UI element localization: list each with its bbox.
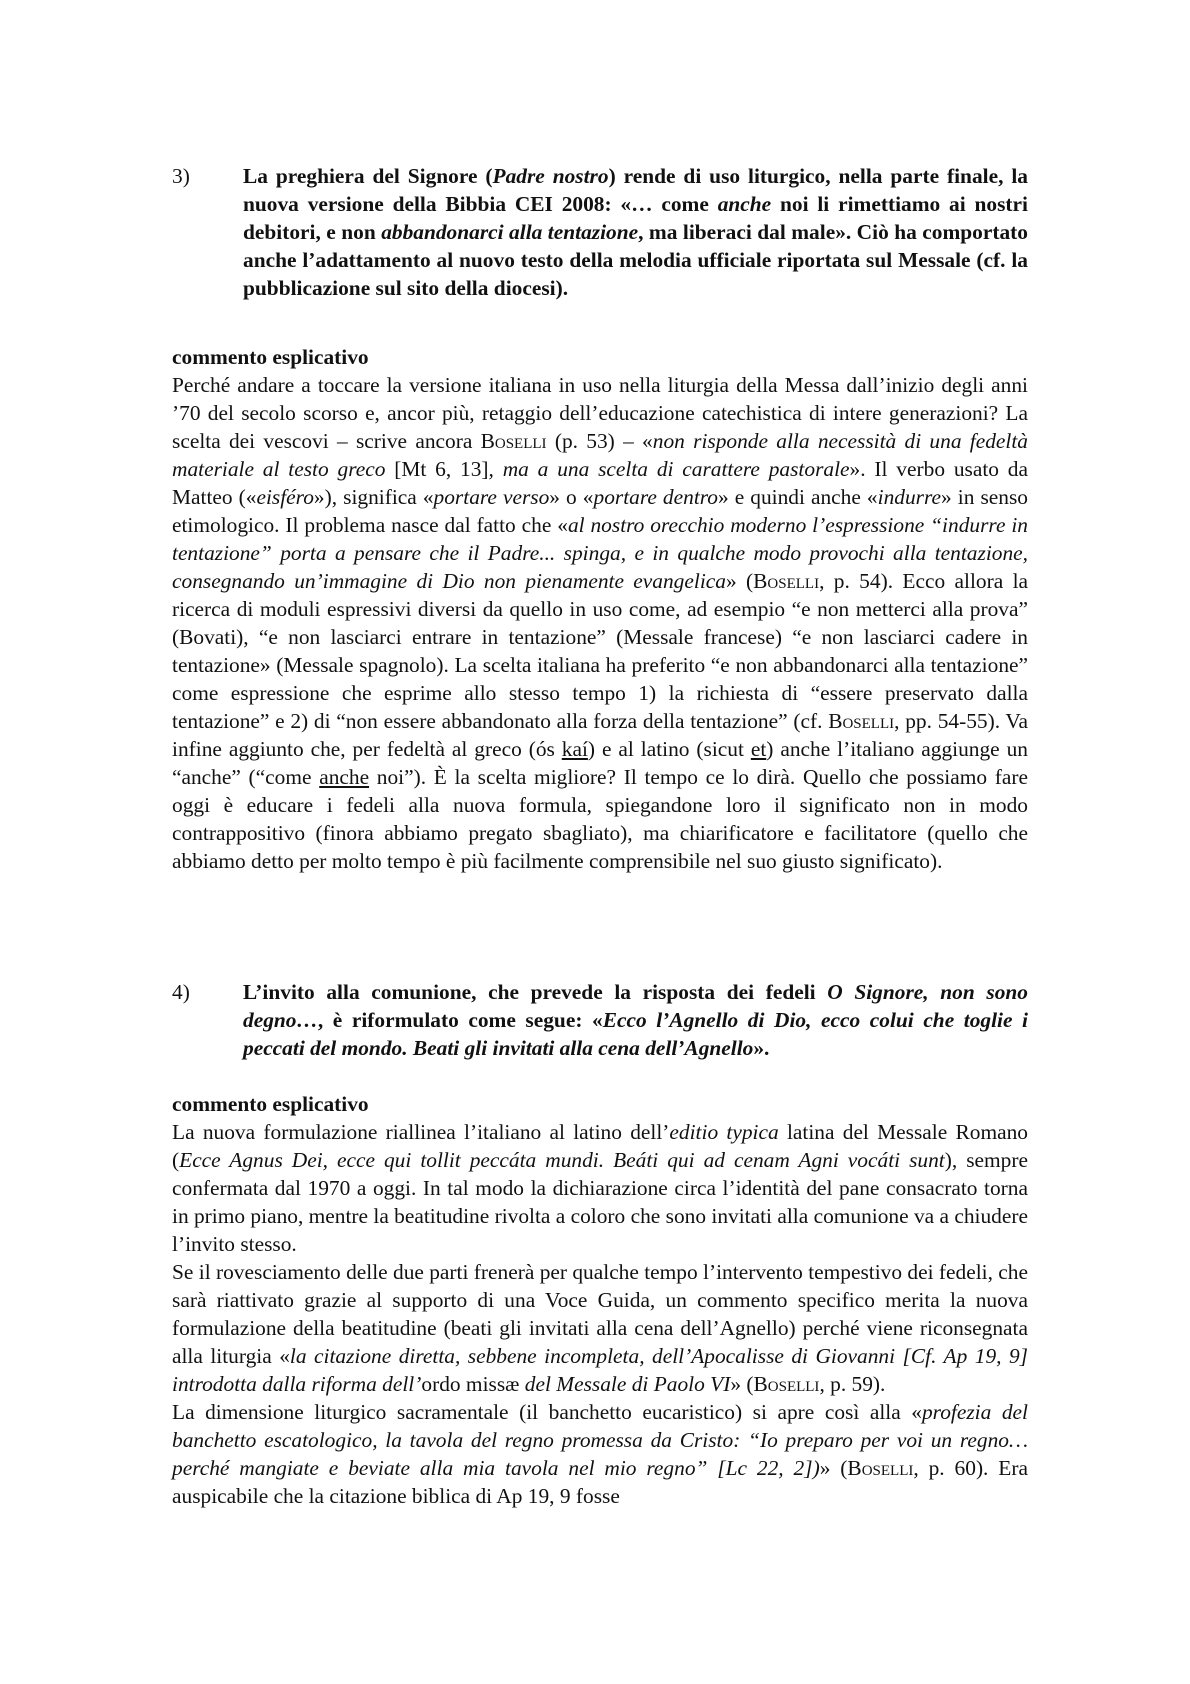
author-name: Boselli <box>753 569 820 593</box>
italic-run: non risponde alla necessità di una fedeltà materiale al testo greco <box>172 429 1028 481</box>
italic-run: , ma a una scelta di carattere pastorale <box>488 457 850 481</box>
italic-run: abbandonarci alla tentazione <box>381 220 639 244</box>
text-run: » ( <box>819 1456 848 1480</box>
text-run: noi”). È la scelta migliore? Il tempo ce lo dirà. Quello che possiamo fare oggi è educare i fedeli alla nuova formula, spiegandone loro il significato non in modo contrappositivo (finora abbiamo pregato sbagliato), ma chiarificatore e facilitatore (quello che abbiamo detto per molto tempo è più facilmente comprensibile nel suo giusto significato). <box>172 765 1029 873</box>
italic-run: anche <box>717 192 772 216</box>
list-item-3 <box>172 162 1028 302</box>
comment-section-2 <box>172 1090 1028 1510</box>
underlined-word: anche <box>319 765 370 789</box>
text-run: Se il rovesciamento delle due parti frenerà per qualche tempo l’intervento tempestivo dei fedeli, che sarà riattivato grazie al supporto di una Voce Guida, un commento specifico merita la nuova formulazione della beatitudine (beati gli invitati alla cena dell’Agnello) perché viene riconsegnata alla liturgia « <box>172 1260 1028 1368</box>
text-run: latina del Messale Romano ( <box>172 1120 1029 1172</box>
italic-run: al nostro orecchio moderno l’espressione “indurre in tentazione” porta a pensare che il Padre... spinga, e in qualche modo provochi alla tentazione, consegnando un’immagine di Dio non pienamente evangelica <box>172 513 1028 593</box>
section-heading: commento esplicativo <box>172 345 369 369</box>
comment-section-1 <box>172 343 1028 875</box>
text-run: , p. 59). <box>819 1372 886 1396</box>
italic-run: portare dentro <box>593 485 718 509</box>
text-run: Perché andare a toccare la versione italiana in uso nella liturgia della Messa dall’inizio degli anni ’70 del secolo scorso e, ancor più, retaggio dell’educazione catechistica di intere generazioni? La scelta dei vescovi – scrive ancora <box>172 373 1028 453</box>
section-heading: commento esplicativo <box>172 1092 369 1116</box>
item-text <box>243 162 1028 302</box>
text-run: » in senso etimologico. Il problema nasce dal fatto che « <box>172 485 1028 537</box>
text-run: ) anche l’italiano aggiunge un “anche” (“come <box>172 737 1028 789</box>
comment-paragraph <box>172 371 1028 875</box>
underlined-word: kaí <box>561 737 588 761</box>
italic-run: profezia del banchetto escatologico, la tavola del regno promessa da Cristo: “Io preparo per voi un regno… perché mangiate e beviate alla mia tavola nel mio regno” [Lc 22, 2]) <box>172 1400 1028 1480</box>
italic-run: la citazione diretta, sebbene incompleta, dell’Apocalisse di Giovanni [Cf. Ap 19, 9] introdotta dalla riforma dell’ <box>172 1344 1028 1396</box>
comment-paragraph <box>172 1258 1028 1398</box>
text-run: » ( <box>730 1372 754 1396</box>
text-run: » o « <box>549 485 594 509</box>
text-run: [Mt 6, 13] <box>385 457 489 481</box>
text-run: , p. 60). Era auspicabile che la citazione biblica di Ap 19, 9 fosse <box>172 1456 1028 1508</box>
text-run: , è riformulato come segue: « <box>317 1008 603 1032</box>
text-run: (p. 53) – « <box>546 429 653 453</box>
text-run: noi li rimettiamo ai nostri debitori, e non <box>243 192 1028 244</box>
text-run: ), sempre confermata dal 1970 a oggi. In tal modo la dichiarazione circa l’identità del pane consacrato torna in primo piano, mentre la beatitudine rivolta a coloro che sono invitati alla comunione va a chiudere l’invito stesso. <box>172 1148 1028 1256</box>
text-run: » e quindi anche « <box>717 485 878 509</box>
author-name: Boselli <box>828 709 895 733</box>
italic-run: portare verso <box>433 485 550 509</box>
italic-run: eisféro <box>256 485 314 509</box>
italic-run: Ecce Agnus Dei, ecce qui tollit peccáta mundi. Beáti qui ad cenam Agni vocáti sunt <box>179 1148 945 1172</box>
comment-paragraph <box>172 1118 1028 1258</box>
text-run: » ( <box>725 569 754 593</box>
text-run: L’invito alla comunione, che prevede la risposta dei fedeli <box>243 980 828 1004</box>
italic-run: editio typica <box>669 1120 779 1144</box>
text-run: , ma liberaci dal male». Ciò ha comportato anche l’adattamento al nuovo testo della melodia ufficiale riportata sul Messale (cf. la pubblicazione sul sito della diocesi). <box>243 220 1028 300</box>
text-run: La preghiera del Signore ( <box>243 164 493 188</box>
underlined-word: et <box>750 737 767 761</box>
author-name: Boselli <box>480 429 547 453</box>
list-item-4 <box>172 978 1028 1062</box>
text-run: »), significa « <box>313 485 434 509</box>
author-name: Boselli <box>753 1372 820 1396</box>
item-text <box>243 978 1028 1062</box>
text-run: ) e al latino (sicut <box>587 737 751 761</box>
item-number: 4) <box>172 980 190 1004</box>
text-run: La nuova formulazione riallinea l’italiano al latino dell’ <box>172 1120 670 1144</box>
text-run: ordo missæ <box>421 1372 520 1396</box>
text-run: ». <box>753 1036 770 1060</box>
text-run: La dimensione liturgico sacramentale (il banchetto eucaristico) si apre così alla « <box>172 1400 922 1424</box>
item-number: 3) <box>172 164 190 188</box>
italic-run: Ecco l’Agnello di Dio, ecco colui che toglie i peccati del mondo. Beati gli invitati alla cena dell’Agnello <box>243 1008 1028 1060</box>
italic-run: del Messale di Paolo VI <box>519 1372 731 1396</box>
text-run: ». Il verbo usato da Matteo (« <box>172 457 1028 509</box>
text-run: ) rende di uso liturgico, nella parte finale, la nuova versione della Bibbia CEI 2008: «… come <box>243 164 1028 216</box>
italic-run: Padre nostro <box>492 164 609 188</box>
italic-run: O Signore, non sono degno… <box>243 980 1028 1032</box>
italic-run: indurre <box>877 485 942 509</box>
text-run: , pp. 54-55). Va infine aggiunto che, per fedeltà al greco (ós <box>172 709 1028 761</box>
text-run: , p. 54). Ecco allora la ricerca di moduli espressivi diversi da quello in uso come, ad esempio “e non metterci alla prova” (Bovati), “e non lasciarci entrare in tentazione” (Messale francese) “e non lasciarci cadere in tentazione» (Messale spagnolo). La scelta italiana ha preferito “e non abbandonarci alla tentazione” come espressione che esprime allo stesso tempo 1) la richiesta di “essere preservato dalla tentazione” e 2) di “non essere abbandonato alla forza della tentazione” (cf. <box>172 569 1029 733</box>
comment-paragraph <box>172 1398 1028 1510</box>
author-name: Boselli <box>847 1456 914 1480</box>
